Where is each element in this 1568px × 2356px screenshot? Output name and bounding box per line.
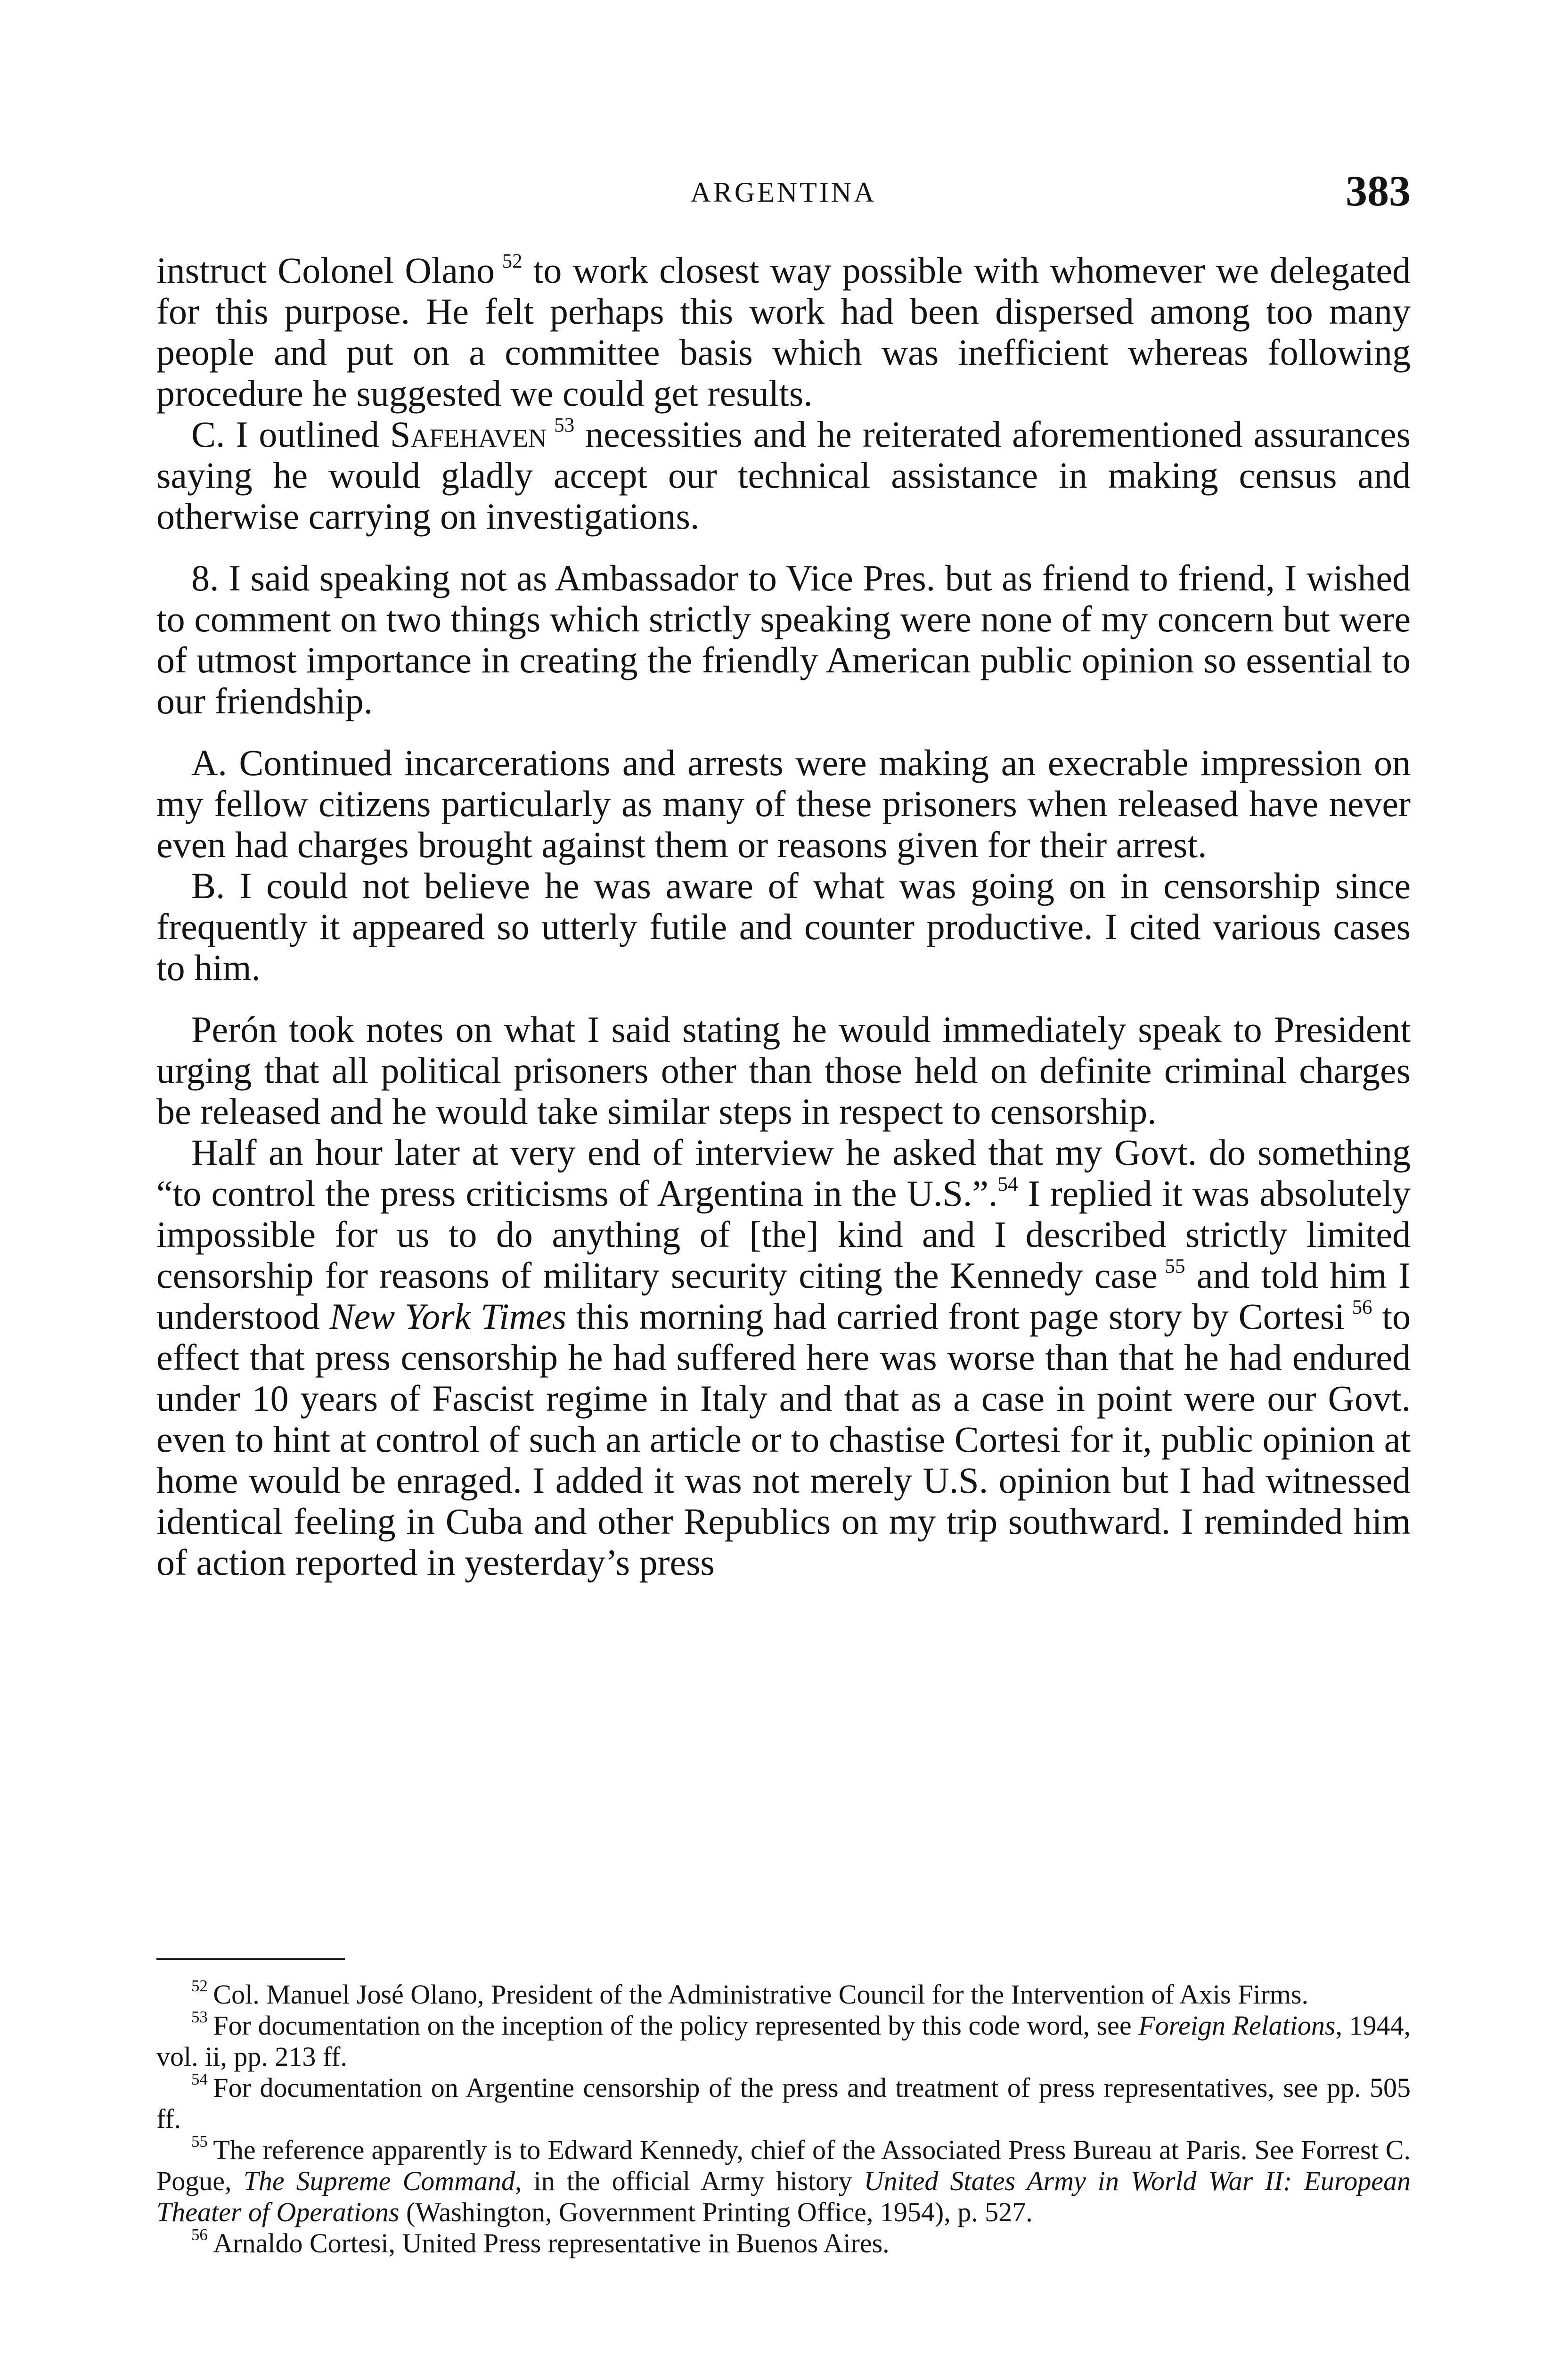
footnote-54 <box>156 2072 1411 2135</box>
footnote-text: Arnaldo Cortesi, United Press representative in Buenos Aires. <box>213 2228 890 2258</box>
paragraph-b: B. I could not believe he was aware of what was going on in censorship since frequently it appeared so utterly futile and counter productive. I cited various cases to him. <box>156 865 1411 988</box>
text-span: this morning had carried front page story by Cortesi <box>576 1296 1345 1337</box>
footnote-ref-52: 52 <box>502 250 523 272</box>
footnote-italic: United States Army in World War II: European Theater of Operations <box>156 2166 1411 2227</box>
text-span: necessities and he reiterated aforementioned assurances saying he would gladly accept our technical assistance in making census and otherwise carrying on investigations. <box>156 414 1411 537</box>
footnote-ref-54: 54 <box>997 1173 1018 1195</box>
footnote-ref-56: 56 <box>1352 1296 1372 1318</box>
footnote-rule <box>156 1958 345 1960</box>
text-span: I replied it was absolutely impossible for us to do anything of [the] kind and I described strictly limited censorship for reasons of military security citing the Kennedy case <box>156 1173 1411 1296</box>
footnote-number: 55 <box>191 2132 208 2151</box>
footnote-text: , in the official Army history <box>514 2166 852 2196</box>
newspaper-title: New York Times <box>329 1296 567 1337</box>
text-span: and told him I understood <box>156 1255 1411 1337</box>
running-head: ARGENTINA <box>690 177 877 208</box>
footnote-text: For documentation on the inception of the policy represented by this code word, see <box>213 2010 1132 2041</box>
footnote-ref-53: 53 <box>554 414 575 436</box>
page-number: 383 <box>1346 167 1411 215</box>
footnote-italic: The Supreme Command <box>243 2166 515 2196</box>
footnotes <box>156 1976 1411 2259</box>
text-span: Half an hour later at very end of interview he asked that my Govt. do something “to control the press criticisms of Argentina in the U.S.”. <box>156 1132 1411 1214</box>
footnote-53 <box>156 2007 1411 2072</box>
footnote-text: (Washington, Government Printing Office, 1954), p. 527. <box>399 2197 1033 2227</box>
footnote-italic: Foreign Relations <box>1138 2010 1336 2041</box>
footnote-text: , 1944, vol. ii, pp. 213 ff. <box>156 2010 1411 2072</box>
paragraph-continued <box>156 250 1411 414</box>
paragraph-peron: Perón took notes on what I said stating he would immediately speak to President urging that all political prisoners other than those held on definite criminal charges be released and he would take similar steps in respect to censorship. <box>156 1009 1411 1132</box>
text-span: C. I outlined <box>191 414 380 455</box>
footnote-number: 53 <box>191 2007 208 2026</box>
text-span: to effect that press censorship he had suffered here was worse than that he had endured under 10 years of Fascist regime in Italy and that as a case in point were our Govt. even to hint at control of such an article or to chastise Cortesi for it, public opinion at home would be enraged. I added it was not merely U.S. opinion but I had witnessed identical feeling in Cuba and other Republics on my trip southward. I reminded him of action reported in yesterday’s press <box>156 1296 1411 1583</box>
footnote-56 <box>156 2225 1411 2259</box>
footnote-ref-55: 55 <box>1165 1255 1185 1277</box>
paragraph-c <box>156 414 1411 537</box>
paragraph-a: A. Continued incarcerations and arrests were making an execrable impression on my fellow citizens particularly as many of these prisoners when released have never even had charges brought against them or reasons given for their arrest. <box>156 742 1411 865</box>
footnote-55 <box>156 2132 1411 2228</box>
footnote-number: 54 <box>191 2070 208 2088</box>
footnote-number: 52 <box>191 1976 208 1995</box>
footnote-number: 56 <box>191 2225 208 2244</box>
body-text <box>156 250 1411 1583</box>
footnote-52 <box>156 1976 1411 2010</box>
text-span: instruct Colonel Olano <box>156 250 495 291</box>
text-span: to work closest way possible with whomever we delegated for this purpose. He felt perhaps this work had been dispersed among too many people and put on a committee basis which was inefficient whereas following procedure he suggested we could get results. <box>156 250 1411 414</box>
page-header <box>156 166 1411 222</box>
paragraph-8: 8. I said speaking not as Ambassador to Vice Pres. but as friend to friend, I wished to comment on two things which strictly speaking were none of my concern but were of utmost importance in creating the friendly American public opinion so essential to our friendship. <box>156 557 1411 721</box>
footnote-text: The reference apparently is to Edward Kennedy, chief of the Associated Press Bureau at Paris. See Forrest C. Pogue, <box>156 2135 1411 2196</box>
footnote-text: For documentation on Argentine censorship of the press and treatment of press representatives, see pp. 505 ff. <box>156 2072 1411 2134</box>
footnote-text: Col. Manuel José Olano, President of the Administrative Council for the Intervention of Axis Firms. <box>213 1979 1308 2010</box>
code-word: Safehaven <box>390 414 547 455</box>
paragraph-half-hour <box>156 1132 1411 1583</box>
